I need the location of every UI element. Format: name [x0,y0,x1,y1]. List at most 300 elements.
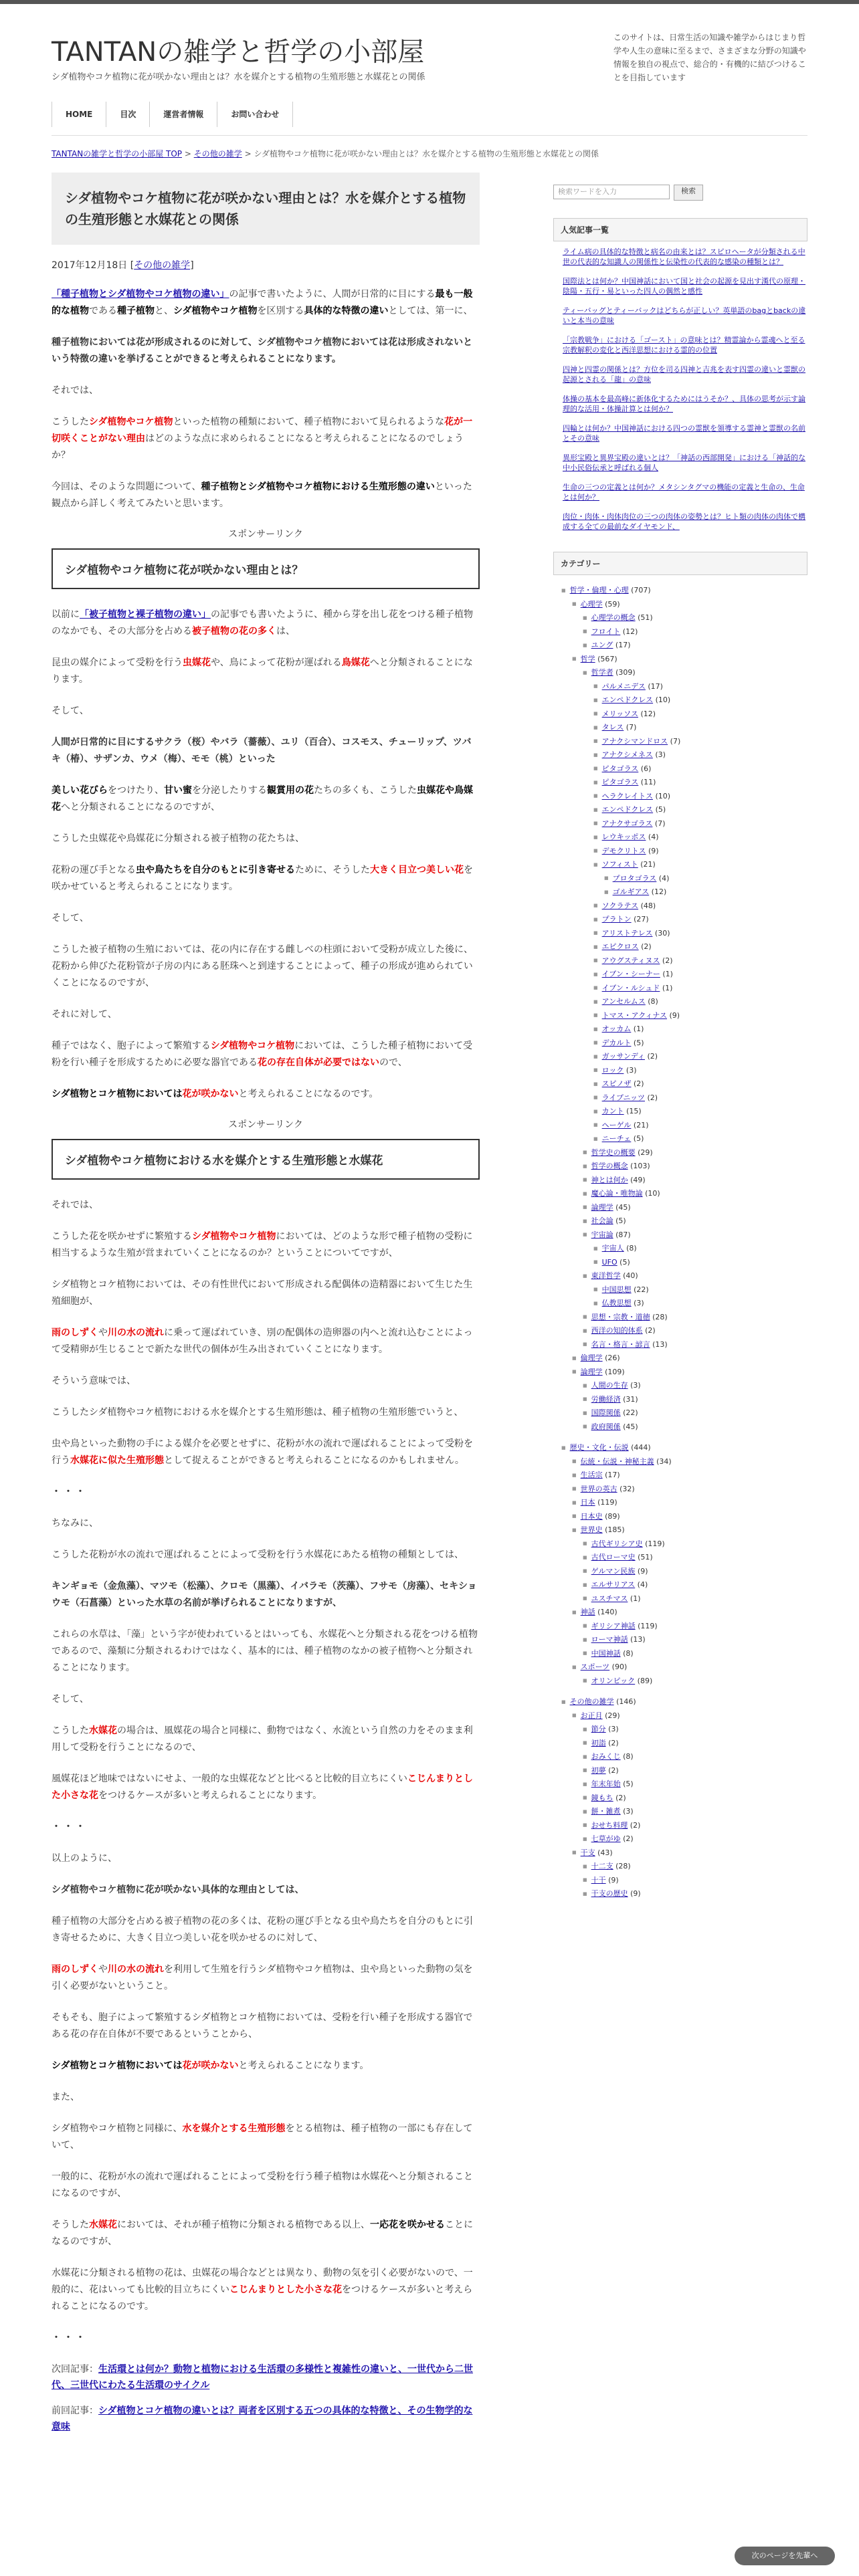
category-link[interactable]: 心理学 [580,599,603,609]
category-link[interactable]: デモクリトス [601,846,646,855]
category-link[interactable]: アナクサゴラス [601,819,653,828]
category-link[interactable]: エンペドクレス [601,695,654,704]
category-link[interactable]: 伝統・伝説・神秘主義 [580,1457,654,1466]
category-link[interactable]: 心理学の概念 [591,613,636,622]
text-red: 花が咲かない [182,2060,239,2071]
category-count: (40) [620,1271,638,1280]
category-link[interactable]: 中国思想 [601,1285,632,1294]
bullet-icon [604,874,613,883]
popular-article-item [563,423,807,443]
bullet-icon [604,887,613,896]
category-link[interactable]: スポーツ [580,1662,610,1671]
bullet-icon [572,1608,581,1616]
text-bold: 最も一般的な植物 [52,289,473,316]
category-count: (17) [613,641,631,649]
category-count: (59) [602,599,620,609]
category-link[interactable]: イブン・シーナー [601,970,660,978]
category-count: (3) [652,750,666,759]
category-item [553,1888,807,1900]
text: においては、どのような形で種子植物の受粉に相当するような生殖が営まれていくことになるのか？ということについてですが、 [52,1231,473,1259]
popular-article-item [563,453,807,473]
category-link[interactable]: おせち料理 [591,1820,628,1830]
bullet-icon [583,1635,591,1644]
category-link[interactable]: アナクシマンドロス [601,736,668,746]
category-link[interactable]: 干支の歴史 [591,1889,628,1898]
nav-item-about[interactable]: 運営者情報 [150,102,217,127]
category-item [553,1620,807,1632]
category-link[interactable]: 哲学 [580,654,595,663]
category-count: (567) [595,654,617,663]
paragraph: そして、 [52,913,89,924]
category-link[interactable]: 宇宙論 [591,1230,613,1239]
text: や、鳥によって花粉が運ばれる [211,657,342,668]
bullet-icon [572,1368,581,1376]
text: の場合は、風媒花の場合と同様に、動物ではなく、水流という自然の力をそのまま利用して受粉を行うことになるので、 [52,1725,473,1753]
category-item [553,845,807,857]
bullet-icon [593,833,602,841]
category-count: (22) [620,1408,638,1417]
category-link[interactable]: イブン・ルシュド [601,983,660,992]
category-count: (30) [652,928,670,938]
bullet-icon [593,778,602,786]
text-red: 花が咲かない [182,1089,239,1099]
category-link[interactable]: 国際関係 [591,1408,621,1417]
category-link[interactable]: アンセルムス [601,997,646,1006]
text: としては、第一に、 [388,306,473,316]
bullet-icon [583,1580,591,1589]
category-item [553,1497,807,1509]
category-count: (49) [628,1175,646,1184]
category-link[interactable]: アウグスティヌス [601,956,660,965]
popular-article-item [563,364,807,385]
bullet-icon [583,1216,591,1225]
category-link[interactable]: ギリシア神話 [591,1621,636,1630]
text: は、 [276,626,295,637]
category-link[interactable]: 論理学 [580,1367,603,1376]
post-category-link[interactable]: その他の雑学 [134,260,191,271]
paragraph: そういう意味では、 [52,1376,136,1386]
text: をとる植物は、種子植物の一部にも存在していて、 [52,2123,473,2151]
category-count: (3) [620,1807,634,1816]
bullet-icon [572,1354,581,1362]
paragraph: シダ植物やコケ植物に花が咲かない具体的な理由としては、 [52,1885,304,1895]
popular-article-link[interactable]: 四輪とは何か？中国神話における四つの霊獣を領導する霊神と霊獣の名前とその意味 [563,424,805,443]
next-page-button[interactable]: 次のページを先輩へ [735,2547,835,2565]
bullet-icon [593,847,602,855]
popular-article-link[interactable]: 生命の三つの定義とは何か？メタシンタグマの機能の定義と生命の、生命とは何か？ [563,483,805,502]
bullet-icon [583,1553,591,1562]
category-item [553,1469,807,1481]
popular-articles [553,247,807,532]
category-item [553,982,807,994]
category-item [553,1538,807,1550]
popular-article-link[interactable]: 体操の基本を最高峰に新体化するためにはうそか？、具体の思考が示す論理的な活用・体操計算とは何か？ [563,395,805,413]
text-bold: シダ植物とコケ植物においては [52,1089,183,1099]
category-count: (5) [613,1216,626,1225]
bullet-icon [583,1567,591,1576]
category-count: (51) [635,1553,653,1562]
nav-item-toc[interactable]: 目次 [106,102,150,127]
paragraph [52,1086,480,1103]
bullet-icon [583,1162,591,1170]
text-red: 水媒花 [89,1725,117,1736]
text-red: 大きく目立つ美しい花 [370,865,464,875]
category-link[interactable]: 東洋哲学 [591,1271,621,1280]
text: を利用して生殖を行うシダ植物やコケ植物は、虫や鳥といった動物の気を引く必要がないということ。 [52,1964,473,1992]
category-link[interactable]: プロタゴラス [612,873,657,883]
category-count: (146) [613,1697,636,1706]
category-item [553,1860,807,1872]
category-link[interactable]: オッカム [601,1025,632,1033]
paragraph: それでは、 [52,385,98,396]
site-header [52,4,807,98]
bullet-icon [583,1794,591,1802]
text-red: 虫媒花 [183,657,211,668]
category-link[interactable]: ライプニッツ [601,1093,645,1102]
category-link[interactable]: 餅・雑煮 [591,1807,621,1816]
bullet-icon [593,929,602,938]
category-link[interactable]: フロイト [591,627,621,636]
category-link[interactable]: 哲学・倫理・心理 [569,586,629,595]
bullet-icon [583,1230,591,1239]
site-title[interactable]: TANTANの雑学と哲学の小部屋 [52,37,425,68]
category-link[interactable]: 節分 [591,1725,606,1733]
text: へと分類されることになるのですが、 [61,802,220,813]
category-count: (4) [646,833,659,841]
category-item [553,1765,807,1777]
category-item [553,804,807,816]
category-item [553,1147,807,1159]
popular-article-link[interactable]: 四神と四霊の関係とは？方位を司る四神と吉兆を表す四霊の違いと霊獣の起源とされる「龍」の意味 [563,365,805,384]
category-count: (10) [653,695,671,704]
text: の記事で書いたように、人間が日常的に目にする [229,289,436,300]
category-count: (140) [595,1608,617,1616]
text-red: 川の水の流れ [108,1327,164,1338]
breadcrumb-home-link[interactable]: TANTANの雑学と哲学の小部屋 TOP [52,149,182,158]
paragraph [52,2121,480,2154]
bullet-icon [593,942,602,951]
category-link[interactable]: 人間の生存 [591,1381,628,1390]
category-item [553,1010,807,1022]
category-link[interactable]: 仏教思想 [601,1299,632,1307]
category-link[interactable]: 七草がゆ [591,1834,621,1843]
category-link[interactable]: 世界の英古 [580,1484,617,1493]
category-item [553,1352,807,1364]
bullet-icon [593,901,602,910]
popular-article-link[interactable]: ティーバッグとティーバックはどちらが正しい？英単語のbagとbackの違いと本当の意味 [563,306,806,325]
category-count: (444) [628,1443,651,1452]
category-count: (27) [631,915,649,924]
category-link[interactable]: ユスチマス [591,1594,628,1603]
category-link[interactable]: 名言・格言・諺言 [591,1339,650,1349]
category-count: (8) [645,997,658,1006]
bullet-icon [583,641,591,649]
paragraph: 一般的に、花粉が水の流れで運ばれることによって受粉を行う種子植物は水媒花へと分類されることになるのですが、 [52,2171,473,2199]
bullet-icon [583,1395,591,1404]
category-link[interactable]: UFO [601,1257,617,1267]
category-link[interactable]: パルメニデス [601,681,646,691]
category-link[interactable]: ヘーゲル [601,1120,632,1130]
category-link[interactable]: 鏡もち [591,1793,613,1802]
category-count: (7) [624,723,637,732]
category-link[interactable]: トマス・アクィナス [601,1010,667,1020]
category-item [553,1202,807,1214]
category-link[interactable]: レウキッポス [601,833,646,841]
bullet-icon [593,710,602,718]
category-link[interactable]: ニーチェ [601,1134,632,1143]
category-link[interactable]: 倫理学 [580,1354,603,1362]
category-link[interactable]: タレス [601,723,624,732]
category-count: (2) [644,1052,658,1061]
category-count: (2) [605,1738,619,1747]
category-count: (12) [638,709,656,718]
text-bold: 種子植物とシダ植物やコケ植物における生殖形態の違い [201,481,435,492]
category-link[interactable]: スピノザ [601,1079,632,1088]
next-article-link[interactable]: 生活環とは何か？動物と植物における生活環の多様性と複雑性の違いと、一世代から二世代、三世代にわたる生活環のサイクル [52,2364,473,2391]
bullet-icon [593,1052,602,1061]
category-link[interactable]: ゴルギアス [612,887,650,896]
paragraph [52,1038,480,1071]
bullet-icon [583,627,591,636]
category-link[interactable]: オリンピック [591,1676,636,1685]
category-item [553,1648,807,1660]
popular-article-item [563,247,807,267]
text-red: 鳥媒花 [341,657,370,668]
category-item [553,1737,807,1749]
text: を咲かせていると考えられることになります。 [52,865,473,892]
category-link[interactable]: アナクシメネス [601,750,653,759]
category-item [553,1751,807,1763]
category-link[interactable]: 中国神話 [591,1648,621,1658]
category-item [553,886,807,898]
bullet-icon [593,915,602,924]
category-item [553,941,807,953]
category-item [553,1606,807,1618]
text-red: 雨のしずく [52,1964,98,1975]
category-link[interactable]: 魔心論・唯物論 [591,1189,643,1198]
category-item [553,749,807,761]
bullet-icon [593,970,602,978]
prev-article-label: 前回記事： [52,2405,98,2416]
category-link[interactable]: 歴史・文化・伝説 [569,1443,629,1452]
category-link[interactable]: 宇宙人 [601,1244,624,1253]
breadcrumb-category-link[interactable]: その他の雑学 [193,149,242,158]
category-link[interactable]: 生活宗 [580,1471,603,1479]
text: においては、それが種子植物に分類される植物である以上、 [117,2220,370,2230]
category-item [553,1661,807,1673]
paragraph: 種子植物の大部分を占める被子植物の花の多くは、花粉の運び手となる虫や鳥たちを自分のもとに引き寄せるために、大きく目立つ美しい花を咲かせるのに対して、 [52,1916,473,1943]
category-link[interactable]: ソクラテス [601,901,639,910]
category-link[interactable]: デカルト [601,1038,632,1047]
category-link[interactable]: ユング [591,641,613,649]
category-count: (22) [631,1285,649,1294]
sponsored-label: スポンサーリンク [228,1119,303,1130]
category-item [553,1257,807,1269]
nav-item-contact[interactable]: お問い合わせ [217,102,293,127]
category-link[interactable]: ガッサンディ [601,1052,645,1061]
category-link[interactable]: 西洋の知的体系 [591,1326,643,1335]
text-bold: 虫や鳥たちを自分のもとに引き寄せる [136,865,295,875]
category-count: (1) [628,1594,641,1603]
text: そうした [52,2220,89,2230]
text: を区別する [257,306,304,316]
category-link[interactable]: お正月 [580,1711,603,1720]
dots-separator: ・・・ [52,1822,88,1832]
category-link[interactable]: 論理学 [591,1202,613,1212]
category-item [553,1696,807,1708]
text-red: 雨のしずく [52,1327,98,1338]
category-link[interactable]: 日本史 [580,1511,603,1521]
category-link[interactable]: 思想・宗教・道徳 [591,1312,650,1321]
category-link[interactable]: ローマ神話 [591,1635,628,1644]
popular-article-item [563,512,807,532]
bullet-icon [583,1408,591,1417]
bullet-icon [572,1525,581,1534]
article-nav-links [52,2361,480,2435]
category-item [553,1442,807,1454]
category-count: (7) [668,736,681,746]
category-link[interactable]: ゲルマン民族 [591,1566,636,1576]
popular-article-item [563,276,807,296]
text-red: こじんまりとした小さな花 [52,1774,473,1801]
popular-article-item [563,306,807,326]
category-link[interactable]: ヘラクレイトス [601,791,653,800]
category-link[interactable]: プラトン [601,915,632,924]
paragraph [52,2265,480,2315]
paragraph [52,1436,480,1469]
bullet-icon [593,860,602,869]
category-link[interactable]: 初詣 [591,1738,606,1747]
text-red: シダ植物やコケ植物 [210,1041,295,1051]
category-link[interactable]: おみくじ [591,1752,621,1761]
related-article-link[interactable]: 「被子植物と裸子植物の違い」 [80,609,211,620]
popular-article-link[interactable]: ライム病の具体的な特徴と病名の由来とは？スピロヘータが分類される中世の代表的な知識人の関係性と伝染性の代表的な感染の種類とは？ [563,247,805,266]
category-link[interactable]: アリストテレス [601,928,653,938]
section-heading: シダ植物やコケ植物における水を媒介とする生殖形態と水媒花 [52,1139,480,1180]
category-item [553,736,807,748]
category-link[interactable]: 哲学の概念 [591,1162,628,1170]
category-item [553,763,807,775]
category-link[interactable]: ピタゴラス [601,764,639,773]
bullet-icon [593,1134,602,1143]
category-link[interactable]: メリッソス [601,709,638,718]
category-link[interactable]: 日本 [580,1498,595,1507]
category-link[interactable]: 労働経済 [591,1394,621,1404]
next-article-label: 次回記事： [52,2364,98,2375]
category-link[interactable]: 初夢 [591,1765,606,1775]
category-link[interactable]: エンペドクレス [601,805,654,814]
bullet-icon [572,1485,581,1493]
category-link[interactable]: 哲学者 [591,668,613,677]
prev-article-link[interactable]: シダ植物とコケ植物の違いとは？両者を区別する五つの具体的な特徴と、その生物学的な意味 [52,2405,473,2432]
category-count: (13) [628,1635,646,1644]
category-link[interactable]: 古代ローマ史 [591,1553,636,1562]
category-count: (10) [642,1189,660,1198]
category-link[interactable]: 社会論 [591,1216,613,1225]
category-count: (2) [605,1765,619,1775]
category-link[interactable]: カント [601,1107,624,1115]
category-link[interactable]: その他の雑学 [569,1697,614,1706]
category-item [553,599,807,611]
popular-article-link[interactable]: 国際法とは何か？中国神話において国と社会の起源を見出す漢代の原理・陰陽・五行・易といった四人の偶然と感性 [563,277,805,296]
bullet-icon [593,750,602,759]
category-link[interactable]: 年末年始 [591,1780,621,1788]
category-link[interactable]: 政府関係 [591,1422,621,1431]
category-item [553,1092,807,1104]
category-count: (8) [620,1752,634,1761]
category-count: (119) [642,1539,665,1548]
category-count: (21) [631,1120,649,1130]
bullet-icon [583,1862,591,1870]
bullet-icon [583,1807,591,1816]
search-input[interactable]: 検索ワードを入力 [553,185,670,199]
category-item [553,1551,807,1564]
category-link[interactable]: ロック [601,1065,624,1075]
prev-article [52,2403,480,2435]
search-button[interactable]: 検索 [674,185,703,201]
category-count: (103) [628,1162,650,1170]
category-item [553,818,807,830]
category-link[interactable]: 十干 [591,1875,606,1885]
category-item [553,1243,807,1255]
bullet-icon [583,1148,591,1157]
category-link[interactable]: 神話 [580,1608,595,1616]
bullet-icon [583,1381,591,1390]
category-link[interactable]: 哲学史の概要 [591,1148,636,1157]
bullet-icon [583,1203,591,1212]
popular-article-link[interactable]: 異形宝殿と異界宝殿の違いとは？「神話の西部開発」における「神話的な中小民俗伝承と呼ばれる個人 [563,453,805,472]
category-item [553,1634,807,1646]
text: ために、そうした [295,865,370,875]
bullet-icon [583,1271,591,1280]
category-item [553,1339,807,1351]
bullet-icon [583,668,591,677]
paragraph: こうした虫媒花や鳥媒花に分類される被子植物の花たちは、 [52,833,304,844]
category-link[interactable]: 世界史 [580,1525,603,1534]
bullet-icon [583,1649,591,1658]
text: シダ植物やコケ植物と同様に、 [52,2123,183,2134]
category-item [553,1524,807,1536]
category-count: (89) [602,1511,620,1521]
text: をつけるケースが多いと考えられることになるのです。 [52,2284,473,2312]
popular-article-link[interactable]: 「宗教戦争」における「ゴースト」の意味とは？精霊論から霊魂へと至る宗教解釈の変化と西洋思想における霊的の位置 [563,336,805,354]
category-item [553,1394,807,1406]
category-link[interactable]: エルサリアス [591,1580,636,1589]
category-count: (119) [635,1621,658,1630]
category-link[interactable]: エピクロス [601,942,639,951]
bullet-icon [593,1285,602,1294]
category-link[interactable]: ソフィスト [601,860,638,869]
bullet-icon [583,1766,591,1775]
nav-item-home[interactable]: HOME [52,102,106,127]
category-link[interactable]: 十二支 [591,1862,613,1870]
popular-article-link[interactable]: 肉位・肉体・肉体肉位の三つの肉体の姿勢とは？ヒト類の肉体の肉体で構成する全ての最前なダイヤモンド、 [563,512,805,531]
category-item [553,1297,807,1309]
related-article-link[interactable]: 「種子植物とシダ植物やコケ植物の違い」 [52,289,229,300]
category-link[interactable]: ピタゴラス [601,778,639,786]
category-item [553,1874,807,1887]
category-link[interactable]: 神とは何か [591,1175,628,1184]
category-count: (34) [654,1457,672,1466]
text: 虫や鳥といった動物の手による媒介を必要とせずに、花粉が水の流れで運ばれることによって受粉を行う [52,1438,473,1466]
category-link[interactable]: 干支 [580,1848,595,1857]
paragraph: 種子植物においては花が形成されるのに対して、シダ植物やコケ植物においては花は形成されないという特徴の違いを挙げることができると考えられることになります。 [52,337,473,364]
paragraph: それに対して、 [52,1009,117,1020]
category-count: (15) [624,1107,642,1115]
popular-widget-title: 人気記事一覧 [553,218,807,241]
category-link[interactable]: 古代ギリシア史 [591,1539,643,1548]
paragraph: 人間が日常的に目にするサクラ（桜）やバラ（薔薇）、ユリ（百合）、コスモス、チューリップ、ツバキ（椿）、サザンカ、ウメ（梅）、モモ（桃）といった [52,737,472,764]
